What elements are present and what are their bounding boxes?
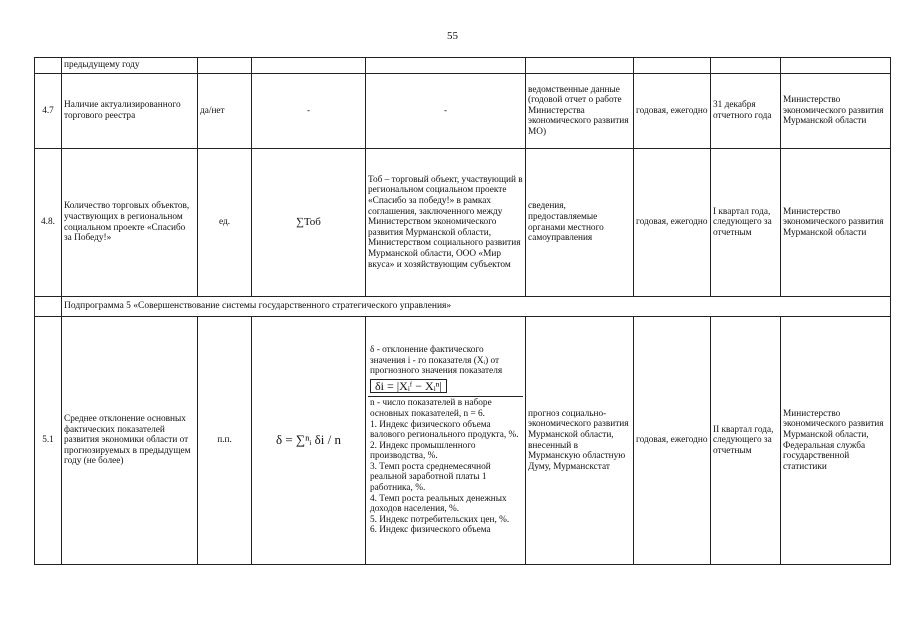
responsible-cell: Министерство экономического развития Мурманской области, Федеральная служба государственной статистики: [781, 317, 891, 565]
unit-cell: ед.: [198, 149, 252, 297]
indicator-name: Количество торговых объектов, участвующих в региональном социальном проекте «Спасибо за Победу!»: [62, 149, 198, 297]
description-upper: [368, 344, 523, 397]
source-cell: ведомственные данные (годовой отчет о работе Министерства экономического развития МО): [526, 74, 634, 149]
table-row-4-7: [35, 74, 891, 149]
row-number: 4.8.: [35, 149, 62, 297]
subprogram-title: Подпрограмма 5 «Совершенствование системы государственного стратегического управления»: [62, 297, 891, 317]
description-cell: [366, 317, 526, 565]
responsible-cell: Министерство экономического развития Мурманской области: [781, 74, 891, 149]
indicator-name: Наличие актуализированного торгового реестра: [62, 74, 198, 149]
periodicity-cell: годовая, ежегодно: [634, 149, 711, 297]
formula-cell: -: [252, 74, 366, 149]
list-item: n - число показателей в наборе основных показателей, n = 6.: [370, 398, 492, 419]
list-item: 2. Индекс промышленного производства, %.: [370, 440, 476, 462]
list-item: 3. Темп роста среднемесячной реальной заработной платы 1 работника, %.: [370, 461, 491, 494]
list-item: 6. Индекс физического объема: [370, 525, 491, 536]
table-row-continued: [35, 58, 891, 74]
description-cell: Тоб – торговый объект, участвующий в региональном социальном проекте «Спасибо за победу!» в рамках соглашения, заключенного между Министерством экономического развития Мурманской области, Министерством социального развития Мурманской области, ООО «Мир вкуса» и хозяйствующим субъектом: [366, 149, 526, 297]
deadline-cell: 31 декабря отчетного года: [711, 74, 781, 149]
name-cell: предыдущему году: [62, 58, 198, 74]
list-item: 4. Темп роста реальных денежных доходов населения, %.: [370, 493, 507, 515]
source-cell: прогноз социально-экономического развития Мурманской области, внесенный в Мурманскую областную Думу, Мурманскстат: [526, 317, 634, 565]
row-number: 5.1: [35, 317, 62, 565]
row-number: 4.7: [35, 74, 62, 149]
deviation-formula: δi = |Xᵢᶠ − Xᵢⁿ|: [370, 379, 447, 394]
description-lower: [368, 397, 523, 537]
subprogram-row: [35, 297, 891, 317]
table-row-5-1: [35, 317, 891, 565]
unit-cell: да/нет: [198, 74, 252, 149]
page-number: 55: [447, 30, 458, 42]
formula-cell: ∑Тоб: [252, 149, 366, 297]
periodicity-cell: годовая, ежегодно: [634, 74, 711, 149]
source-cell: сведения, предоставляемые органами местного самоуправления: [526, 149, 634, 297]
deviation-definition: δ - отклонение фактического значения i - го показателя (Xᵢ) от прогнозного значения показателя: [370, 344, 503, 377]
deadline-cell: II квартал года, следующего за отчетным: [711, 317, 781, 565]
unit-cell: п.п.: [198, 317, 252, 565]
formula-cell: δ = ∑ⁿᵢ δi / n: [252, 317, 366, 565]
responsible-cell: Министерство экономического развития Мурманской области: [781, 149, 891, 297]
table-row-4-8: [35, 149, 891, 297]
periodicity-cell: годовая, ежегодно: [634, 317, 711, 565]
indicator-name: Среднее отклонение основных фактических показателей развития экономики области от прогнозируемых в предыдущем году (не более): [62, 317, 198, 565]
list-item: 1. Индекс физического объема валового регионального продукта, %.: [370, 419, 519, 441]
indicator-table: [34, 57, 891, 565]
description-cell: -: [366, 74, 526, 149]
list-item: 5. Индекс потребительских цен, %.: [370, 514, 510, 525]
deadline-cell: I квартал года, следующего за отчетным: [711, 149, 781, 297]
